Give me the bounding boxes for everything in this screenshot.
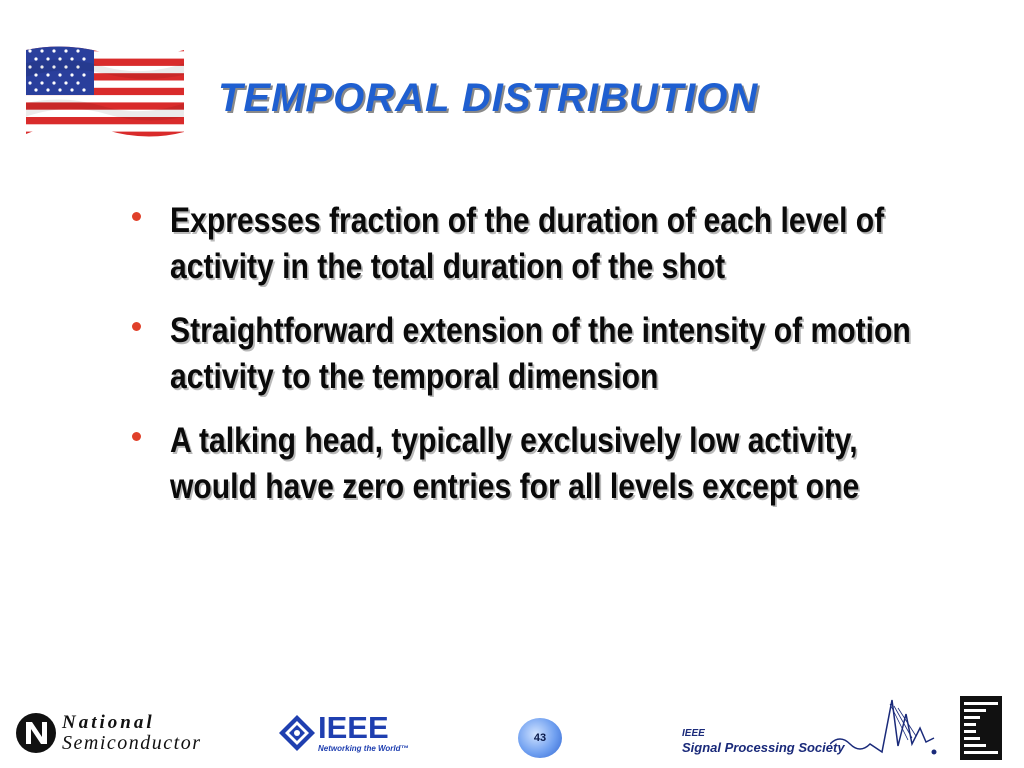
national-semiconductor-logo-icon: [14, 710, 58, 756]
bullet-marker: [132, 432, 141, 441]
national-semiconductor-text: [62, 712, 201, 754]
ns-line2: Semiconductor: [62, 732, 202, 754]
bullet-marker: [132, 322, 141, 331]
ns-line1: National: [62, 712, 155, 733]
sps-name: Signal Processing Society: [682, 740, 845, 755]
ieee-tagline: Networking the World™: [318, 744, 409, 753]
us-flag-icon: [22, 44, 188, 138]
signal-wave-icon: [830, 694, 942, 760]
bullet-text: A talking head, typically exclusively low activity, would have zero entries for all levels except one: [170, 421, 860, 506]
bullet-text: Straightforward extension of the intensity of motion activity to the temporal dimension: [170, 311, 911, 396]
bullet-text: Expresses fraction of the duration of each level of activity in the total duration of the shot: [170, 201, 885, 286]
sps-ieee-label: IEEE: [682, 728, 705, 739]
bullet-item: [126, 418, 946, 510]
footer: [0, 690, 1024, 768]
slide-title: TEMPORAL DISTRIBUTION: [218, 76, 759, 120]
bullet-list: [126, 198, 946, 528]
bullet-item: [126, 198, 946, 290]
bullet-item: [126, 308, 946, 400]
ieee-diamond-icon: [278, 714, 316, 752]
bullet-marker: [132, 212, 141, 221]
ieee-wordmark: IEEE: [318, 710, 389, 745]
corner-logo-icon: [960, 696, 1002, 760]
page-number: 43: [518, 718, 562, 758]
